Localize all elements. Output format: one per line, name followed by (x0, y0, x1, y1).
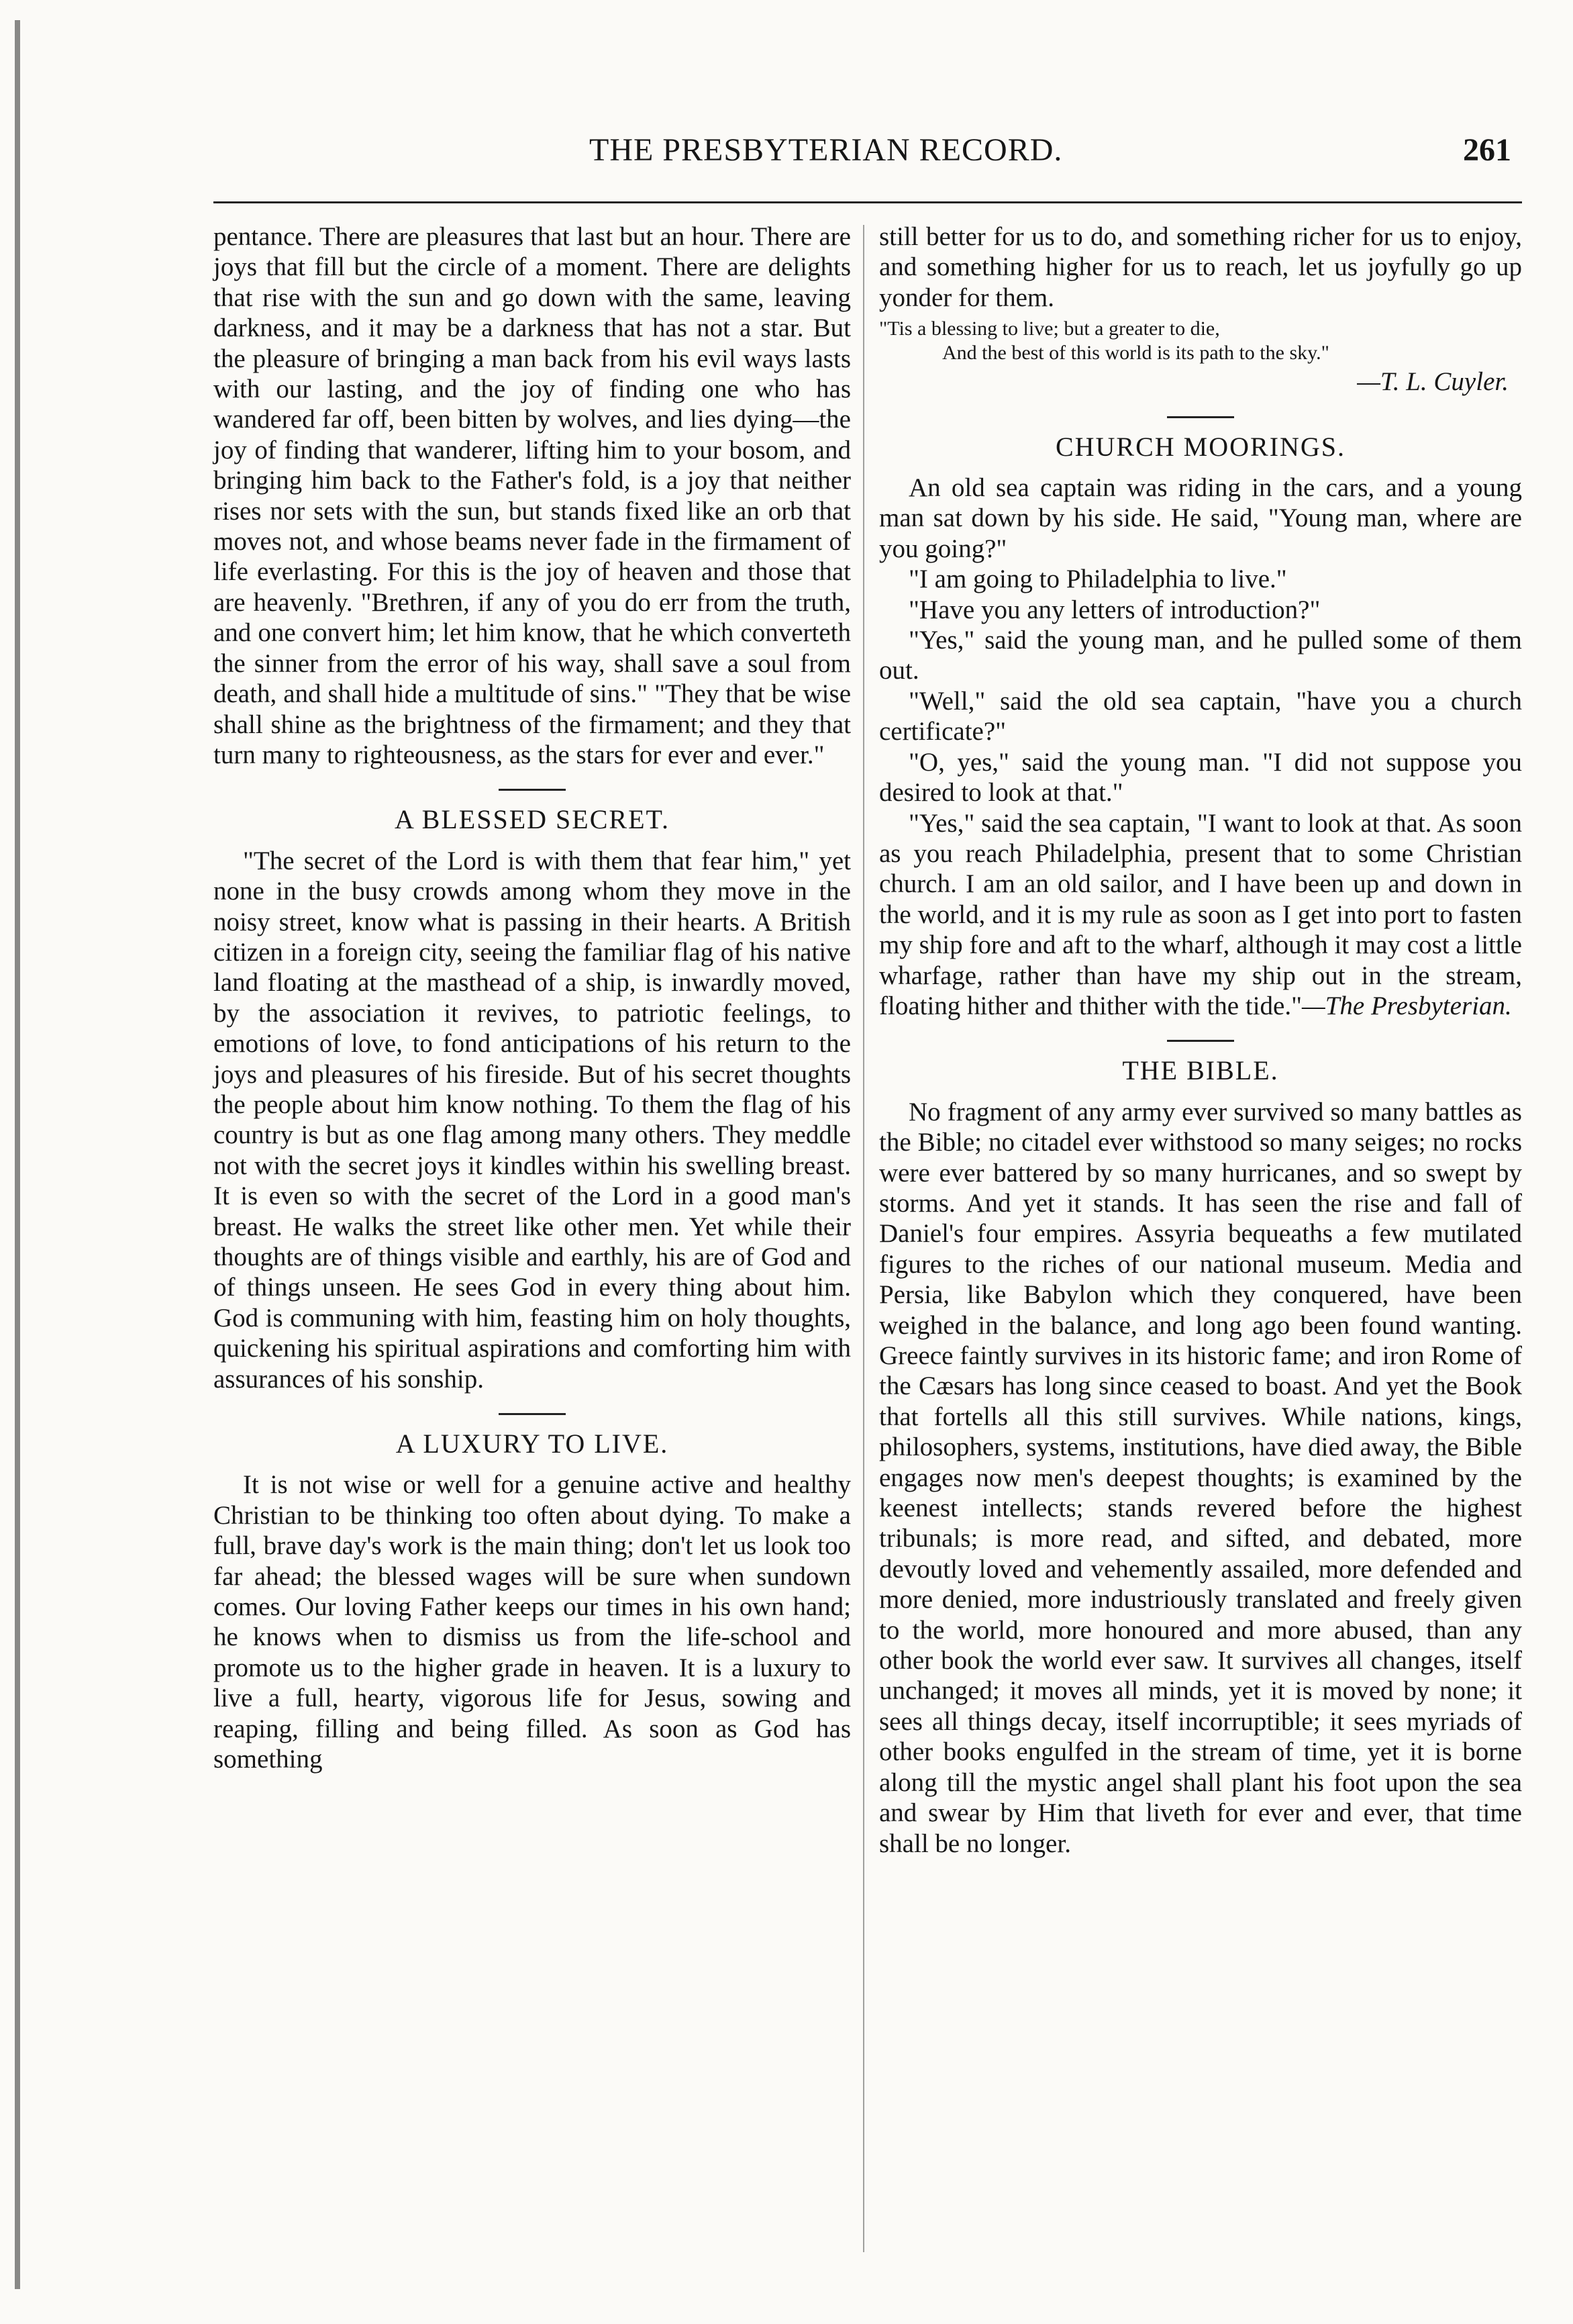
page-number: 261 (1463, 132, 1511, 168)
section-rule (1167, 1040, 1234, 1042)
moorings-final-text: "Yes," said the sea captain, "I want to look at that. As soon as you reach Philadelphia, present that to some Christian church. I am an old sailor, and I have been up and down in the world, and it is my rule as soon as I get into port to fasten my ship fore and aft to the wharf, although it may cost a little wharfage, rather than have my ship out in the stream, floating hither and thither with the tide." (879, 808, 1522, 1020)
left-column (213, 222, 851, 1775)
column-divider (863, 225, 864, 2252)
moorings-paragraph: "I am going to Philadelphia to live." (909, 565, 1287, 594)
right-column (879, 222, 1522, 1859)
luxury-body: It is not wise or well for a genuine active and healthy Christian to be thinking too often about dying. To make a full, brave day's work is the main thing; don't let us look too far ahead; the blessed wages will be sure when sundown comes. Our loving Father keeps our times in his own hand; he knows when to dismiss us from the life-school and promote us to the higher grade in heaven. It is a luxury to live a full, hearty, vigorous life for Jesus, sowing and reaping, filling and being filled. As soon as God has something (213, 1470, 851, 1774)
poem-attribution: —T. L. Cuyler. (1357, 367, 1509, 397)
header-rule (213, 201, 1522, 203)
blessed-secret-heading: A BLESSED SECRET. (395, 804, 670, 835)
continued-paragraph-right: still better for us to do, and something richer for us to enjoy, and something higher for us to reach, let us joyfully go up yonder for them. (879, 222, 1522, 312)
poem-line: And the best of this world is its path to the sky." (942, 342, 1329, 365)
bible-heading: THE BIBLE. (1122, 1055, 1279, 1086)
running-title: THE PRESBYTERIAN RECORD. (589, 132, 1063, 168)
poem-quote (879, 317, 1522, 365)
continued-paragraph: pentance. There are pleasures that last but an hour. There are joys that fill but the circle of a moment. There are delights that rise with the sun and go down with the same, leaving darkness, and it may be a darkness that has not a star. But the pleasure of bringing a man back from his evil ways lasts with our lasting, and the joy of finding one who has wandered far off, been bitten by wolves, and lies dying—the joy of finding that wanderer, lifting him to your bosom, and bringing him back to the Father's fold, is a joy that neither rises nor sets with the sun, but stands fixed like an orb that moves not, and whose beams never fade in the firmament of life everlasting. For this is the joy of heaven and those that are heavenly. "Brethren, if any of you do err from the truth, and one convert him; let him know, that he which converteth the sinner from the error of his way, shall save a soul from death, and shall hide a multitude of sins." "They that be wise shall shine as the brightness of the firmament; and they that turn many to righteousness, as the stars for ever and ever." (213, 222, 851, 769)
moorings-paragraph (879, 808, 1522, 1022)
poem-line: "Tis a blessing to live; but a greater to die, (879, 318, 1220, 340)
page-header (213, 132, 1522, 179)
blessed-secret-body: "The secret of the Lord is with them that fear him," yet none in the busy crowds among whom they move in the noisy street, know what is passing in their hearts. A British citizen in a foreign city, seeing the familiar flag of his native land floating at the masthead of a ship, is inwardly moved, by the association it revives, to patriotic feelings, to emotions of love, to fond anticipations of his return to the joys and pleasures of his fireside. But of his secret thoughts the people about him know nothing. To them the flag of his country is but as one flag among many others. They meddle not with the secret joys it kindles within his swelling breast. It is even so with the secret of the Lord in a good man's breast. He walks the street like other men. Yet while their thoughts are of things visible and earthly, his are of God and of things unseen. He sees God in every thing about him. God is communing with him, feasting him on holy thoughts, quickening his spiritual aspirations and comforting him with assurances of his sonship. (213, 846, 851, 1394)
moorings-paragraph: "Yes," said the young man, and he pulled some of them out. (879, 626, 1522, 685)
moorings-paragraph: "Have you any letters of introduction?" (909, 595, 1321, 624)
moorings-paragraph: "Well," said the old sea captain, "have you a church certificate?" (879, 686, 1522, 746)
section-rule (1167, 416, 1234, 418)
bible-body: No fragment of any army ever survived so many battles as the Bible; no citadel ever withstood so many seiges; no rocks were ever battered by so many hurricanes, and so swept by storms. And yet it stands. It has seen the rise and fall of Daniel's four empires. Assyria bequeaths a few mutilated figures to the riches of our national museum. Media and Persia, like Babylon which they conquered, have been weighed in the balance, and long ago been found wanting. Greece faintly survives in its historic fame; and iron Rome of the Cæsars has long since ceased to boast. And yet the Book that fortells all this still survives. While nations, kings, philosophers, systems, institutions, have died away, the Bible engages now men's deepest thoughts; is examined by the keenest intellects; stands revered before the highest tribunals; is more read, and sifted, and debated, more devoutly loved and vehemently assailed, more defended and more denied, more industriously translated and freely given to the world, more honoured and more abused, than any other book the world ever saw. It survives all changes, itself unchanged; it moves all minds, yet it is moved by none; it sees all things decay, itself incorruptible; it sees myriads of other books engulfed in the stream of time, yet it is borne along till the mystic angel shall plant his foot upon the sea and swear by Him that liveth for ever and ever, that time shall be no longer. (879, 1097, 1522, 1858)
page-edge-shadow (15, 20, 20, 2289)
luxury-heading: A LUXURY TO LIVE. (395, 1429, 669, 1459)
moorings-paragraph: "O, yes," said the young man. "I did not suppose you desired to look at that." (879, 747, 1522, 808)
moorings-paragraph: An old sea captain was riding in the cars, and a young man sat down by his side. He said, "Young man, where are you going?" (879, 473, 1522, 563)
section-rule (499, 1413, 566, 1415)
moorings-source: —The Presbyterian. (1302, 991, 1512, 1020)
section-rule (499, 789, 566, 791)
church-moorings-heading: CHURCH MOORINGS. (1055, 431, 1346, 462)
